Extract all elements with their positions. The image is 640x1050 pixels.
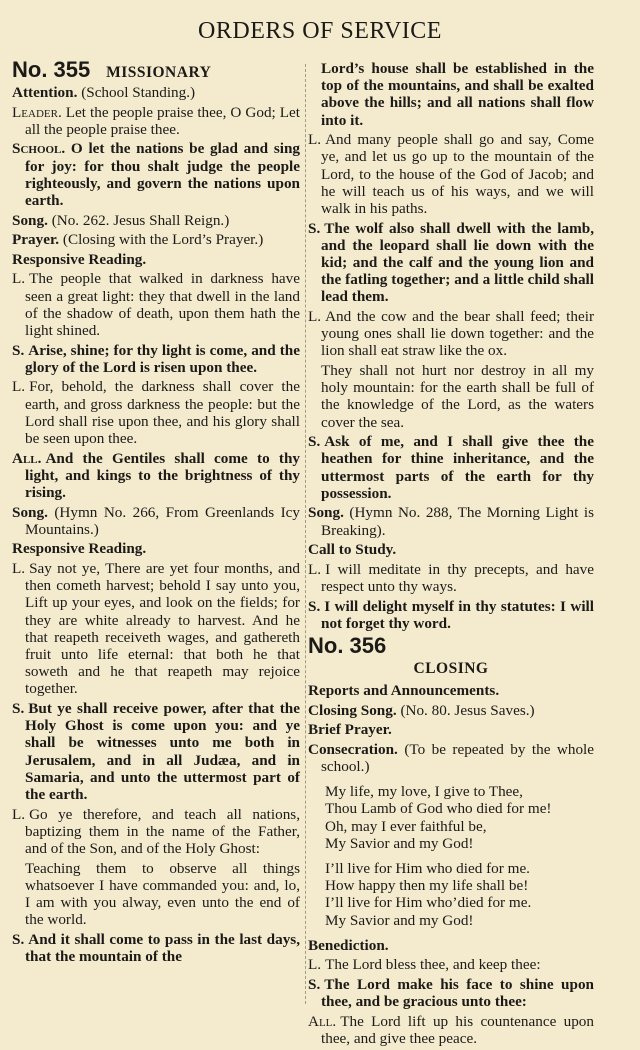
service-title: MISSIONARY <box>106 64 212 81</box>
reading-text: The Lord bless thee, and keep thee: <box>325 956 541 974</box>
attention-line: Attention. (School Standing.) <box>12 84 196 101</box>
speaker-label: S. <box>12 930 25 948</box>
speaker-label: L. <box>308 131 322 149</box>
service-heading-355 <box>12 57 300 82</box>
speaker-label: S. <box>12 341 25 359</box>
reading-line <box>308 1013 594 1047</box>
reading-line <box>308 598 594 632</box>
reading-line <box>12 700 300 803</box>
speaker-label: L. <box>308 956 322 974</box>
speaker-label: L. <box>308 560 322 578</box>
reading-line <box>12 931 300 965</box>
responsive-reading-1 <box>12 270 300 501</box>
speaker-label: L. <box>12 559 26 577</box>
carried-verse: Lord’s house shall be established in the top of the mountains, and shall be exalted above the hills; and all nations shall flow into it. <box>321 60 594 129</box>
reading-text: And the Gentiles shall come to thy light, and kings to the brightness of thy rising. <box>25 449 300 501</box>
poem-stanza-1 <box>308 783 594 852</box>
benediction-lines <box>308 956 594 1047</box>
reading-text: And many people shall go and say, Come ye, and let us go up to the mountain of the Lord, to the house of the God of Jacob; and he will teach us of his ways, and we will walk in his paths. <box>321 131 594 218</box>
song-line: Song. (Hymn No. 266, From Greenlands Icy Mountains.) <box>12 503 300 538</box>
service-heading-356 <box>308 633 594 659</box>
reading-line <box>308 561 594 595</box>
service-number: No. 355 <box>12 57 91 82</box>
reading-text: For, behold, the darkness shall cover the earth, and gross darkness the people: but the Lord shall rise upon thee, and his glory shall be seen upon thee. <box>25 378 300 447</box>
reading-text: And the cow and the bear shall feed; their young ones shall lie down together: and the lion shall eat straw like the ox. <box>321 308 594 360</box>
poem-line: My Savior and my God! <box>325 834 474 852</box>
reading-line <box>12 560 300 698</box>
speaker-label: All. <box>12 449 42 467</box>
reading-text: I will delight myself in thy statutes: I will not forget thy word. <box>321 597 594 632</box>
reading-line <box>308 220 594 306</box>
poem-stanza-2 <box>308 860 594 929</box>
leader-line: Leader. Let the people praise thee, O God; Let all the people praise thee. <box>12 103 301 138</box>
prayer-line: Prayer. (Closing with the Lord’s Prayer.) <box>12 231 264 249</box>
reading-text: But ye shall receive power, after that the Holy Ghost is come upon you: and ye shall be witnesses unto me both in Jerusalem, and in all Judæa, and in Samaria, and unto the uttermost part of the earth. <box>25 699 300 803</box>
reading-text: And it shall come to pass in the last days, that the mountain of the <box>25 930 300 965</box>
responsive-reading-heading: Responsive Reading. <box>12 540 147 558</box>
reading-continuation: They shall not hurt nor destroy in all my holy mountain: for the earth shall be full of the knowledge of the Lord, as the waters cover the sea. <box>321 362 594 431</box>
reading-text: Say not ye, There are yet four months, and then cometh harvest; behold I say unto you, Lift up your eyes, and look on the fields; for they are white already to harvest. And he that reapeth receiveth wages, and gathereth fruit unto life eternal: that both he that soweth and he that reapeth may rejoice together. <box>25 559 300 698</box>
poem-line: Thou Lamb of God who died for me! <box>325 800 552 818</box>
page-title: ORDERS OF SERVICE <box>198 18 442 44</box>
left-column <box>12 57 301 968</box>
speaker-label: L. <box>12 270 26 288</box>
song-line: Song. (Hymn No. 288, The Morning Light is Breaking). <box>308 504 594 539</box>
reading-text: The Lord make his face to shine upon thee, and be gracious unto thee: <box>321 976 594 1011</box>
closing-song-line: Closing Song. (No. 80. Jesus Saves.) <box>308 701 535 719</box>
call-to-study: Call to Study. <box>308 541 397 559</box>
reading-text: I will meditate in thy precepts, and have respect unto thy ways. <box>321 560 594 596</box>
service-title: CLOSING <box>413 660 489 678</box>
reading-line <box>12 342 300 376</box>
reading-line <box>12 378 300 447</box>
speaker-label: S. <box>308 433 321 451</box>
reading-line <box>12 450 300 502</box>
reading-text: The people that walked in darkness have seen a great light: they that dwell in the land of the shadow of death, upon them hath the light shined. <box>25 270 300 339</box>
school-line: School. O let the nations be glad and sing for joy: for thou shalt judge the people righteously, and govern the nations upon earth. <box>12 140 300 209</box>
reading-text: Go ye therefore, and teach all nations, baptizing them in the name of the Father, and of the Son, and of the Holy Ghost: <box>25 805 300 857</box>
reading-text: The Lord lift up his countenance upon thee, and give thee peace. <box>321 1012 594 1048</box>
benediction-heading: Benediction. <box>308 936 389 954</box>
reading-text: Ask of me, and I shall give thee the heathen for thine inheritance, and the uttermost parts of the earth for thy possession. <box>321 433 594 502</box>
poem-line: How happy then my life shall be! <box>325 877 529 895</box>
song-line: Song. (No. 262. Jesus Shall Reign.) <box>12 211 230 229</box>
reading-line <box>12 806 300 858</box>
reading-line <box>308 956 594 973</box>
reading-line <box>12 270 300 339</box>
poem-line: My Savior and my God! <box>325 911 474 929</box>
reading-line <box>308 976 594 1010</box>
poem-line: My life, my love, I give to Thee, <box>325 783 523 801</box>
reading-line <box>308 433 594 502</box>
service-number: No. 356 <box>308 633 387 659</box>
reading-text: The wolf also shall dwell with the lamb, and the leopard shall lie down with the kid; and the calf and the young lion and the fatling together; and a little child shall lead them. <box>321 219 594 306</box>
reading-continuation: Teaching them to observe all things whatsoever I have commanded you: and, lo, I am with you alway, even unto the end of the world. <box>25 859 300 929</box>
poem-line: Oh, may I ever faithful be, <box>325 817 487 835</box>
responsive-reading-2 <box>12 560 300 965</box>
speaker-label: L. <box>12 378 26 396</box>
reading-line <box>308 131 594 217</box>
speaker-label: All. <box>308 1012 337 1030</box>
responsive-reading-heading: Responsive Reading. <box>12 250 147 268</box>
poem-line: I’ll live for Him who died for me. <box>325 860 530 878</box>
responsive-reading-4 <box>308 561 594 632</box>
speaker-label: L. <box>12 805 26 823</box>
responsive-reading-3 <box>308 131 594 502</box>
speaker-label: S. <box>308 976 321 994</box>
poem-line: I’ll live for Him who’died for me. <box>325 894 532 912</box>
speaker-label: S. <box>308 597 321 615</box>
speaker-label: S. <box>308 219 321 237</box>
speaker-label: L. <box>308 308 322 326</box>
right-column <box>308 60 594 1050</box>
speaker-label: S. <box>12 699 25 717</box>
reading-text: Arise, shine; for thy light is come, and the glory of the Lord is risen upon thee. <box>25 341 300 376</box>
reports-line: Reports and Announcements. <box>308 682 500 700</box>
column-divider <box>305 64 307 1004</box>
brief-prayer-line: Brief Prayer. <box>308 721 392 739</box>
consecration-line: Consecration. (To be repeated by the whole school.) <box>308 740 595 775</box>
reading-line <box>308 308 594 360</box>
